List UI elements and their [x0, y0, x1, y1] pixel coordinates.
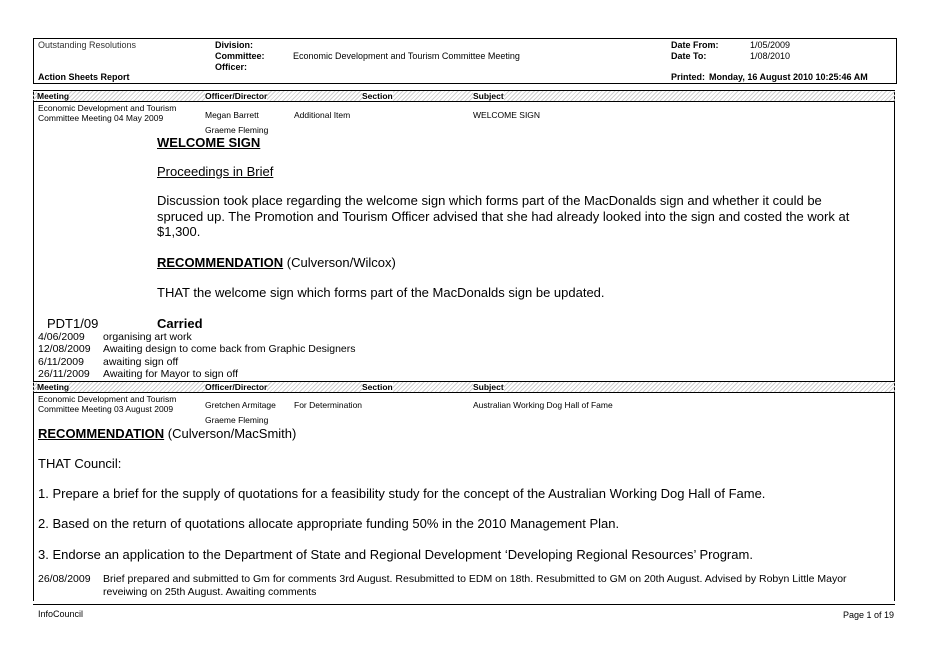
col-section: Section — [362, 382, 393, 392]
item2-point-2: 2. Based on the return of quotations allocate appropriate funding 50% in the 2010 Management Plan. — [38, 516, 620, 531]
item2-meeting-line2: Committee Meeting 03 August 2009 — [38, 404, 174, 414]
division-label: Division: — [215, 40, 254, 50]
action-row — [38, 356, 356, 368]
col-officer: Officer/Director — [205, 382, 268, 392]
col-subject: Subject — [473, 382, 504, 392]
action-row — [38, 331, 356, 343]
col-meeting: Meeting — [37, 91, 70, 101]
footer-app-name: InfoCouncil — [38, 609, 84, 619]
item2-section: For Determination — [294, 400, 363, 410]
action-row — [38, 368, 356, 380]
item2-meeting — [38, 394, 176, 414]
item1-para-line2: spruced up. The Promotion and Tourism Officer advised that she had already looked into the sign and costed the work at — [157, 209, 850, 224]
action-date: 6/11/2009 — [38, 355, 84, 368]
item1-officer1: Megan Barrett — [205, 110, 259, 120]
date-to-label: Date To: — [671, 51, 707, 61]
item2-officer2: Graeme Fleming — [205, 415, 269, 425]
item2-rec-movers: (Culverson/MacSmith) — [164, 426, 297, 441]
item1-proceedings: Proceedings in Brief — [157, 164, 274, 179]
item2-that: THAT Council: — [38, 456, 122, 471]
item1-resolution-no: PDT1/09 — [47, 316, 99, 331]
item1-meeting — [38, 103, 176, 123]
col-subject: Subject — [473, 91, 504, 101]
item1-status: Carried — [157, 316, 203, 331]
item1-recommendation — [157, 255, 396, 271]
footer-page-number: Page 1 of 19 — [842, 610, 894, 620]
action-text: Awaiting design to come back from Graphic Designers — [103, 343, 356, 356]
action-text: Brief prepared and submitted to Gm for comments 3rd August. Resubmitted to EDM on 18th. Resubmitted to GM on 20th August. Advised by Robyn Little Mayor — [103, 573, 847, 585]
action-text: Awaiting for Mayor to sign off — [103, 367, 239, 380]
item1-para-line3: $1,300. — [157, 224, 201, 239]
item2-meeting-line1: Economic Development and Tourism — [38, 394, 177, 404]
item1-that: THAT the welcome sign which forms part of the MacDonalds sign be updated. — [157, 285, 605, 300]
item1-meeting-line1: Economic Development and Tourism — [38, 103, 177, 113]
item1-para-line1: Discussion took place regarding the welcome sign which forms part of the MacDonalds sign and whether it could be — [157, 193, 822, 208]
item2-officer1: Gretchen Armitage — [205, 400, 276, 410]
action-row — [38, 343, 356, 355]
committee-value: Economic Development and Tourism Committee Meeting — [293, 51, 520, 61]
action-text: awaiting sign off — [103, 355, 179, 368]
printed-value: Monday, 16 August 2010 10:25:46 AM — [709, 72, 868, 82]
item2-recommendation — [38, 426, 296, 442]
item1-officer2: Graeme Fleming — [205, 125, 269, 135]
action-row — [38, 573, 847, 586]
item1-meeting-line2: Committee Meeting 04 May 2009 — [38, 113, 164, 123]
item1-section: Additional Item — [294, 110, 351, 120]
col-officer: Officer/Director — [205, 91, 268, 101]
printed-label: Printed: — [671, 72, 706, 82]
action-row-continued: reveiwing on 25th August. Awaiting comments — [103, 585, 317, 598]
report-subtitle: Action Sheets Report — [38, 72, 130, 82]
item1-subject: WELCOME SIGN — [473, 110, 541, 120]
body-right-border — [894, 90, 895, 601]
action-date: 26/11/2009 — [38, 367, 90, 380]
column-header-bar — [33, 381, 895, 393]
action-text: organising art work — [103, 331, 192, 343]
column-header-bar — [33, 90, 895, 102]
action-date: 26/08/2009 — [38, 573, 91, 585]
item1-rec-label: RECOMMENDATION — [157, 255, 284, 270]
item1-actions — [38, 331, 356, 380]
date-from-label: Date From: — [671, 40, 719, 50]
date-from-value: 1/05/2009 — [750, 40, 791, 50]
item2-point-3: 3. Endorse an application to the Department of State and Regional Development ‘Developing Regional Resources’ Program. — [38, 547, 753, 562]
action-date: 4/06/2009 — [38, 331, 85, 343]
col-meeting: Meeting — [37, 382, 70, 392]
officer-label: Officer: — [215, 62, 248, 72]
item2-rec-label: RECOMMENDATION — [38, 426, 165, 441]
committee-label: Committee: — [215, 51, 265, 61]
action-date: 12/08/2009 — [38, 343, 91, 356]
date-to-value: 1/08/2010 — [750, 51, 791, 61]
report-title: Outstanding Resolutions — [38, 40, 137, 50]
body-left-border — [33, 90, 34, 601]
item1-heading: WELCOME SIGN — [157, 135, 261, 150]
item1-rec-movers: (Culverson/Wilcox) — [283, 255, 396, 270]
item2-subject: Australian Working Dog Hall of Fame — [473, 400, 613, 410]
item2-action — [38, 573, 847, 598]
footer-rule — [33, 604, 895, 605]
item2-point-1: 1. Prepare a brief for the supply of quotations for a feasibility study for the concept of the Australian Working Dog Hall of Fame. — [38, 486, 766, 501]
col-section: Section — [362, 91, 393, 101]
